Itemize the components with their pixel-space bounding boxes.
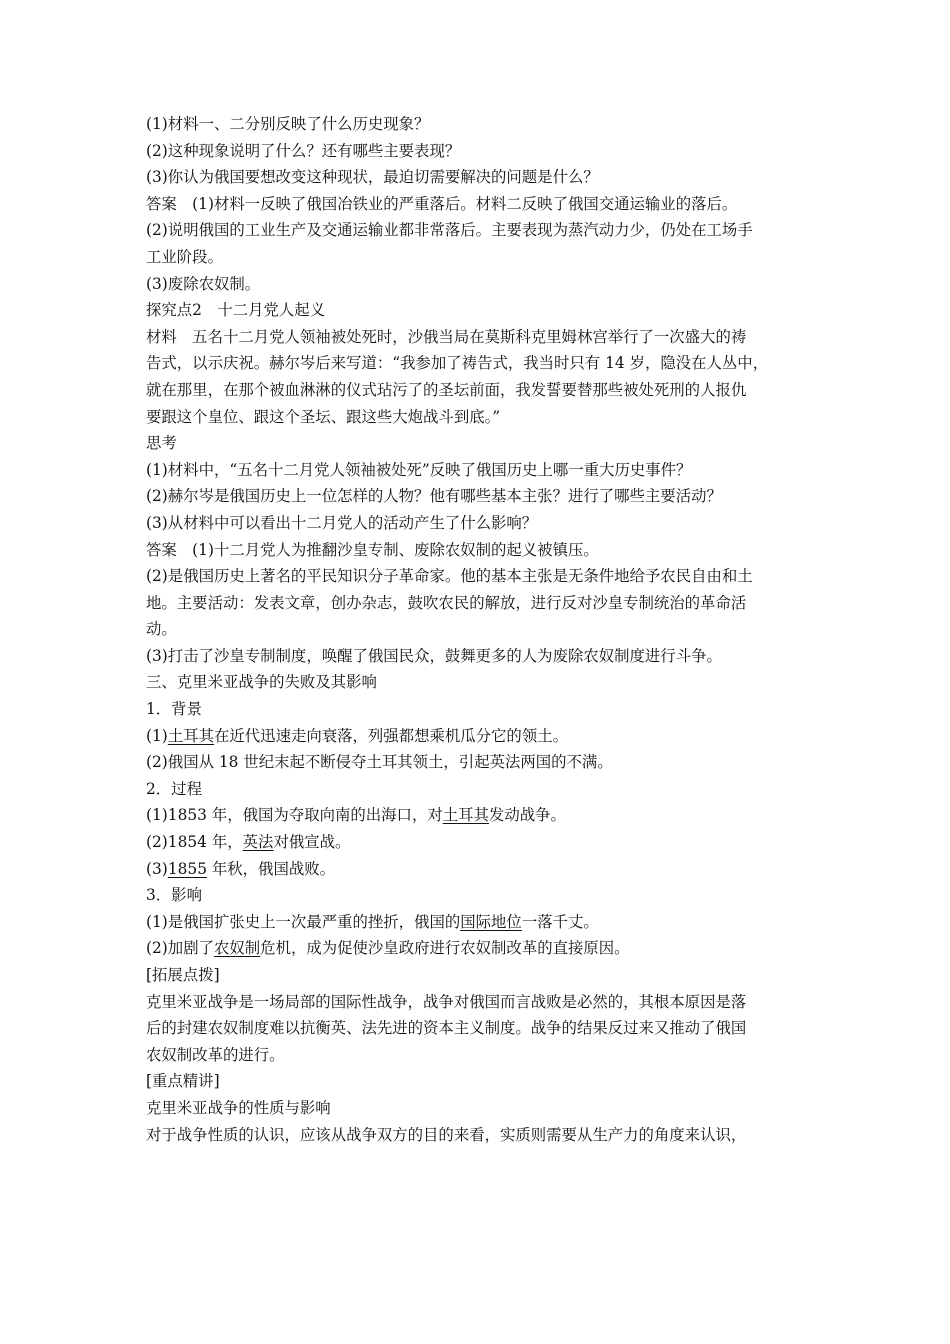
text-segment: (2)加剧了: [146, 939, 214, 958]
text-segment: 动。: [146, 620, 177, 639]
text-segment: (3): [146, 859, 168, 878]
text-segment: (3)你认为俄国要想改变这种现状，最迫切需要解决的问题是什么？: [146, 168, 599, 187]
text-segment: (1): [146, 726, 168, 745]
text-line: [146, 776, 826, 803]
text-segment: 1．背景: [146, 700, 202, 719]
text-line: [146, 723, 826, 750]
text-segment: (1)材料中，“五名十二月党人领袖被处死”反映了俄国历史上哪一重大历史事件？: [146, 460, 692, 479]
text-segment: (3)废除农奴制。: [146, 274, 261, 293]
text-line: [146, 483, 826, 510]
underlined-answer: 土耳其: [167, 726, 214, 745]
text-line: [146, 111, 826, 138]
text-line: [146, 244, 826, 271]
text-line: [146, 882, 826, 909]
text-segment: 一落千丈。: [521, 912, 599, 931]
text-line: [146, 1068, 826, 1095]
underlined-answer: 国际地位: [460, 912, 522, 931]
text-line: [146, 324, 826, 351]
text-segment: (1)1853 年，俄国为夺取向南的出海口，对: [146, 806, 443, 825]
text-line: [146, 616, 826, 643]
text-segment: (3)从材料中可以看出十二月党人的活动产生了什么影响？: [146, 513, 538, 532]
text-segment: (2)说明俄国的工业生产及交通运输业都非常落后。主要表现为蒸汽动力少，仍处在工场手: [146, 221, 753, 240]
text-segment: [重点精讲]: [146, 1072, 220, 1091]
text-line: [146, 989, 826, 1016]
text-segment: 工业阶段。: [146, 247, 223, 266]
text-segment: 材料 五名十二月党人领袖被处死时，沙俄当局在莫斯科克里姆林宫举行了一次盛大的祷: [146, 327, 747, 346]
text-line: [146, 829, 826, 856]
text-line: [146, 749, 826, 776]
text-line: [146, 217, 826, 244]
text-segment: (3)打击了沙皇专制制度，唤醒了俄国民众，鼓舞更多的人为废除农奴制度进行斗争。: [146, 646, 722, 665]
text-line: [146, 1122, 826, 1149]
text-line: [146, 457, 826, 484]
text-line: [146, 404, 826, 431]
text-line: [146, 962, 826, 989]
text-segment: 农奴制改革的进行。: [146, 1045, 285, 1064]
text-segment: 告式，以示庆祝。赫尔岑后来写道：“我参加了祷告式，我当时只有 14 岁，隐没在人丛中，: [146, 354, 769, 373]
text-line: [146, 1042, 826, 1069]
text-line: [146, 563, 826, 590]
document-body: [146, 111, 826, 1148]
text-segment: 在近代迅速走向衰落，列强都想乘机瓜分它的领土。: [214, 726, 568, 745]
text-line: [146, 909, 826, 936]
text-segment: (2)是俄国历史上著名的平民知识分子革命家。他的基本主张是无条件地给予农民自由和土: [146, 567, 753, 586]
text-segment: 三、克里米亚战争的失败及其影响: [146, 673, 377, 692]
text-segment: (2)这种现象说明了什么？还有哪些主要表现？: [146, 141, 461, 160]
text-segment: 后的封建农奴制度难以抗衡英、法先进的资本主义制度。战争的结果反过来又推动了俄国: [146, 1019, 747, 1038]
text-line: [146, 191, 826, 218]
text-line: [146, 377, 826, 404]
text-line: [146, 537, 826, 564]
text-line: [146, 856, 826, 883]
text-segment: 克里米亚战争是一场局部的国际性战争，战争对俄国而言战败是必然的，其根本原因是落: [146, 992, 747, 1011]
text-segment: 答案 (1)十二月党人为推翻沙皇专制、废除农奴制的起义被镇压。: [146, 540, 599, 559]
text-segment: 就在那里，在那个被血淋淋的仪式玷污了的圣坛前面，我发誓要替那些被处死刑的人报仇: [146, 380, 747, 399]
text-segment: [拓展点拨]: [146, 966, 220, 984]
text-segment: (1)材料一、二分别反映了什么历史现象？: [146, 115, 430, 133]
text-segment: 地。主要活动：发表文章，创办杂志，鼓吹农民的解放，进行反对沙皇专制统治的革命活: [146, 593, 747, 612]
text-line: [146, 1095, 826, 1122]
text-segment: 答案 (1)材料一反映了俄国冶铁业的严重落后。材料二反映了俄国交通运输业的落后。: [146, 194, 738, 213]
text-segment: 对俄宣战。: [273, 833, 351, 852]
underlined-answer: 1855: [167, 859, 207, 878]
underlined-answer: 农奴制: [213, 939, 261, 958]
text-segment: 危机，成为促使沙皇政府进行农奴制改革的直接原因。: [260, 939, 630, 958]
text-segment: (2)1854 年，: [146, 833, 243, 852]
text-line: [146, 138, 826, 165]
text-segment: 要跟这个皇位、跟这个圣坛、跟这些大炮战斗到底。”: [146, 407, 501, 426]
underlined-answer: 土耳其: [442, 806, 489, 825]
text-line: [146, 590, 826, 617]
text-line: [146, 164, 826, 191]
underlined-answer: 英法: [242, 833, 274, 852]
text-segment: (2)俄国从 18 世纪末起不断侵夺土耳其领土，引起英法两国的不满。: [146, 753, 613, 772]
text-segment: 对于战争性质的认识，应该从战争双方的目的来看，实质则需要从生产力的角度来认识，: [146, 1125, 747, 1144]
text-segment: (2)赫尔岑是俄国历史上一位怎样的人物？他有哪些基本主张？进行了哪些主要活动？: [146, 487, 722, 506]
text-line: [146, 696, 826, 723]
text-line: [146, 271, 826, 298]
text-segment: 2．过程: [146, 779, 202, 798]
text-line: [146, 669, 826, 696]
text-line: [146, 1015, 826, 1042]
text-segment: (1)是俄国扩张史上一次最严重的挫折，俄国的: [146, 912, 461, 931]
text-segment: 3．影响: [146, 886, 202, 905]
text-line: [146, 430, 826, 457]
text-segment: 思考: [146, 434, 177, 453]
text-segment: 年秋，俄国战败。: [206, 859, 336, 878]
text-line: [146, 802, 826, 829]
text-segment: 探究点2 十二月党人起义: [146, 301, 326, 320]
text-segment: 克里米亚战争的性质与影响: [146, 1098, 331, 1117]
text-line: [146, 350, 826, 377]
text-line: [146, 935, 826, 962]
text-segment: 发动战争。: [488, 806, 566, 825]
text-line: [146, 643, 826, 670]
text-line: [146, 510, 826, 537]
text-line: [146, 297, 826, 324]
